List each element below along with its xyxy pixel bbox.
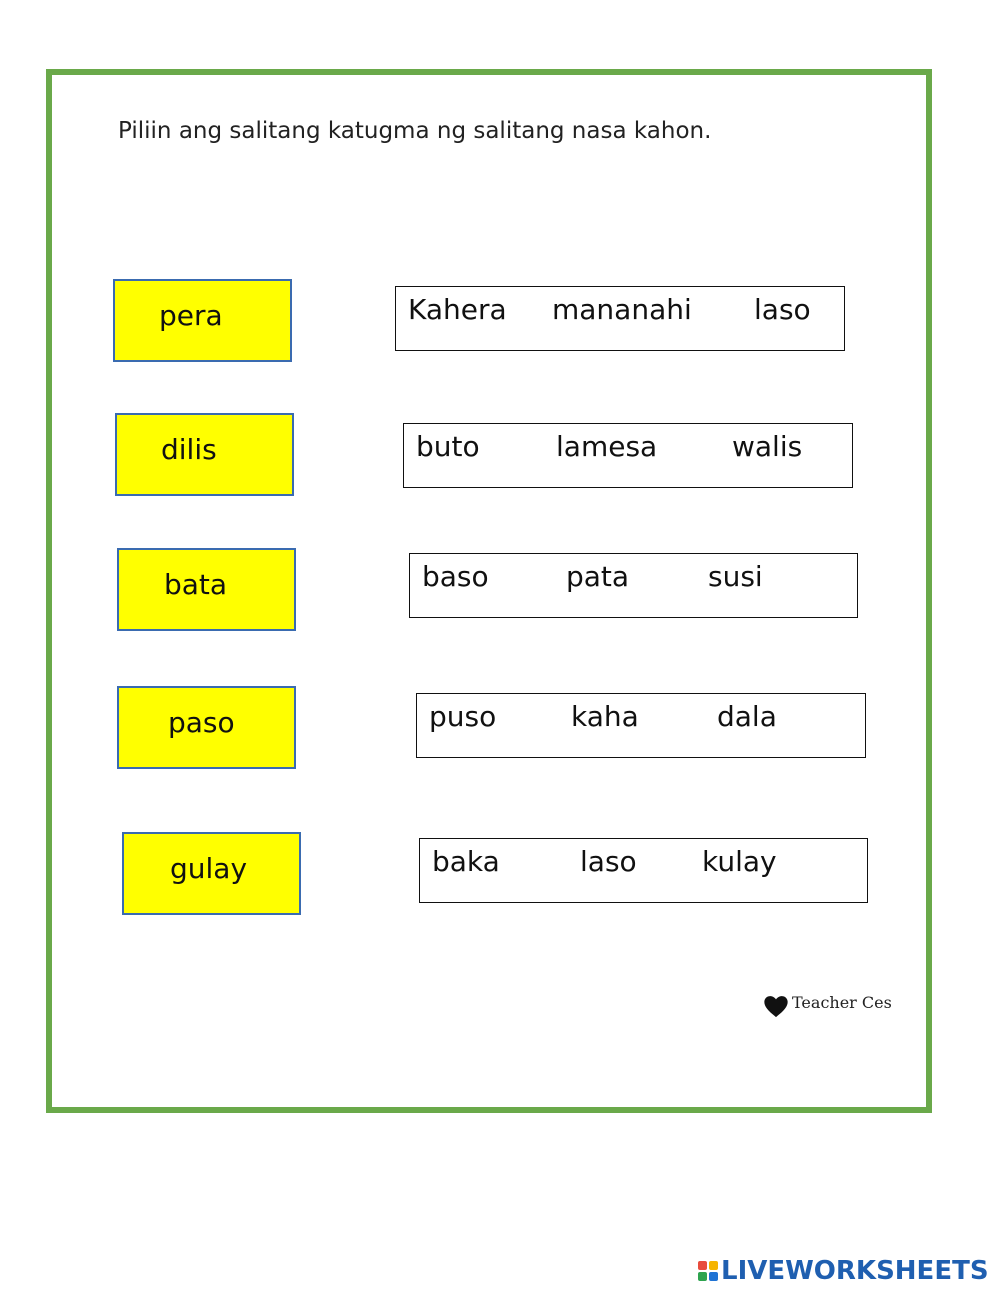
choice-option[interactable]: dala [717,700,777,733]
choice-option[interactable]: laso [754,293,811,326]
liveworksheets-brand[interactable] [698,1256,989,1286]
choice-box-row-3[interactable] [409,553,858,618]
word-box-gulay [122,832,301,915]
choice-option[interactable]: pata [566,560,630,593]
choice-box-row-5[interactable] [419,838,868,903]
choice-option[interactable]: kulay [702,845,777,878]
choice-option[interactable]: buto [416,430,480,463]
choice-box-row-2[interactable] [403,423,853,488]
choice-option[interactable]: susi [708,560,763,593]
word-label: bata [164,568,228,601]
word-box-dilis [115,413,294,496]
choice-option[interactable]: puso [429,700,497,733]
choice-box-row-1[interactable] [395,286,845,351]
choice-option[interactable]: baka [432,845,500,878]
word-label: gulay [170,852,248,885]
choice-box-row-4[interactable] [416,693,866,758]
choice-option[interactable]: laso [580,845,637,878]
instruction-text: Piliin ang salitang katugma ng salitang nasa kahon. [118,118,712,144]
word-box-pera [113,279,292,362]
heart-icon [762,992,790,1020]
choice-option[interactable]: mananahi [552,293,692,326]
liveworksheets-logo-icon [698,1261,718,1281]
word-box-paso [117,686,296,769]
word-label: dilis [161,433,217,466]
choice-option[interactable]: lamesa [556,430,658,463]
choice-option[interactable]: baso [422,560,489,593]
word-label: paso [168,706,235,739]
choice-option[interactable]: Kahera [408,293,507,326]
brand-text: LIVEWORKSHEETS [721,1256,989,1286]
signature-text: Teacher Ces [792,993,892,1012]
choice-option[interactable]: kaha [571,700,639,733]
word-box-bata [117,548,296,631]
choice-option[interactable]: walis [732,430,803,463]
word-label: pera [159,299,223,332]
signature [762,992,892,1020]
